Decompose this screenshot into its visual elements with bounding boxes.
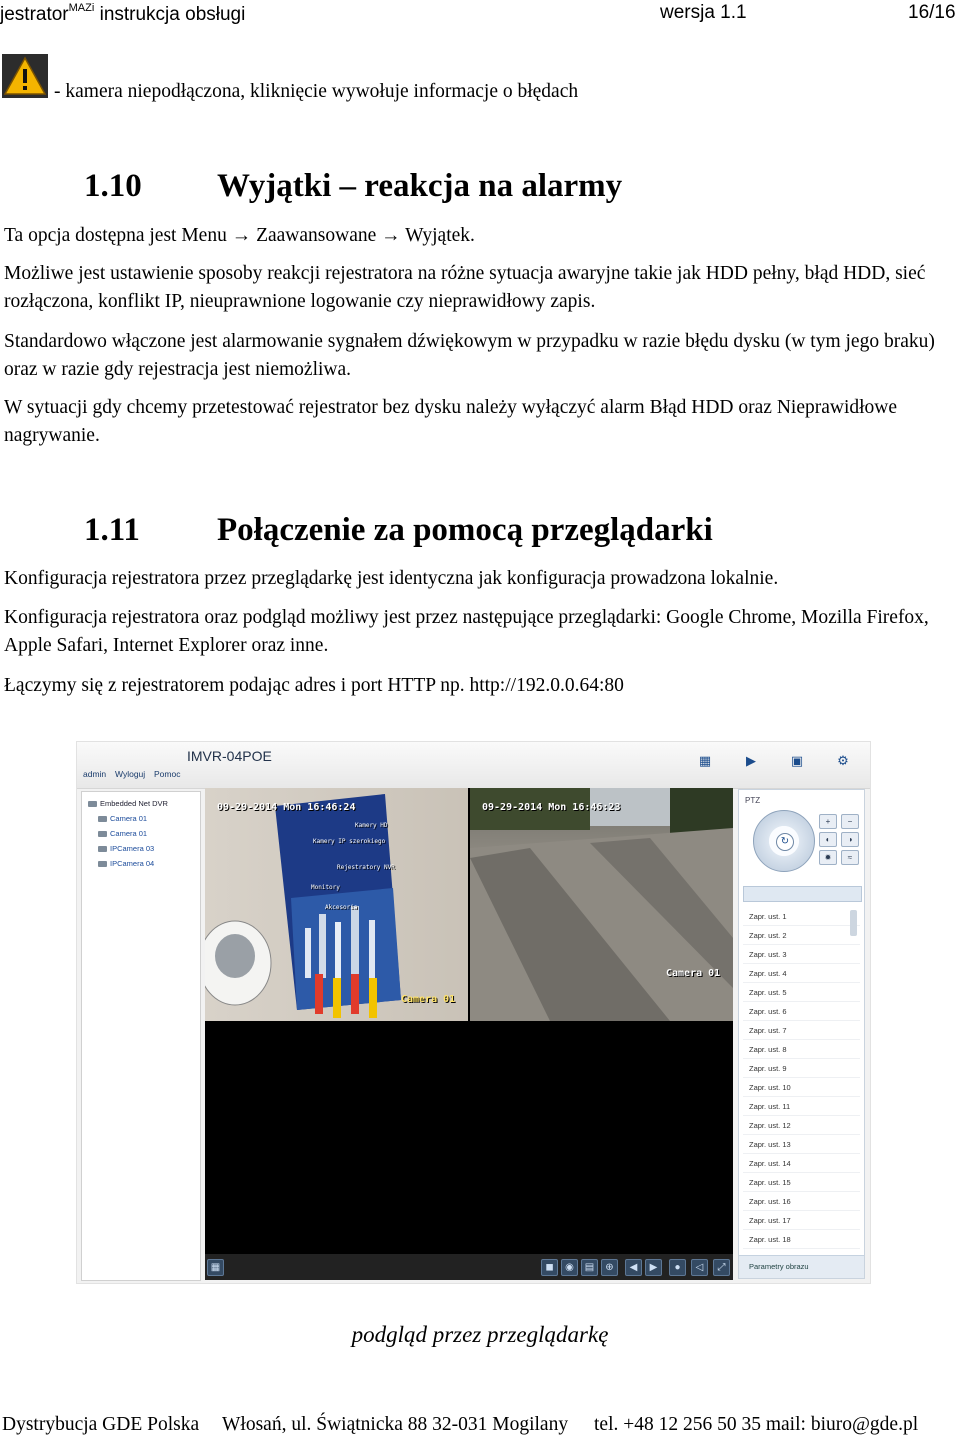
tree-camera-item[interactable] [98,829,147,838]
tree-camera-item[interactable] [98,859,154,868]
next-page-icon[interactable]: ▶ [645,1259,662,1276]
camera-icon [98,861,107,867]
poster-line: Akcesoria [325,904,358,911]
camera-timestamp: 09-29-2014 Mon 16:46:24 [217,802,356,813]
capture-icon[interactable]: ◉ [561,1259,578,1276]
light-icon[interactable]: ✹ [819,850,837,865]
tree-camera-item[interactable] [98,814,147,823]
header-title [0,2,245,26]
zoom-icon[interactable]: ⊕ [601,1259,618,1276]
wiper-icon[interactable]: ≈ [841,850,859,865]
section-111-number: 1.11 [84,512,140,548]
paragraph: Ta opcja dostępna jest Menu → Zaawansowane → Wyjątek. [4,225,475,246]
layout-grid-icon[interactable]: ▦ [207,1259,224,1276]
tree-camera-item[interactable] [98,844,154,853]
poster-line: Kamery HD [355,822,388,829]
camera-name-osd: Camera 01 [401,994,456,1005]
section-111-title: Połączenie za pomocą przeglądarki [217,512,713,548]
warning-triangle-icon [2,54,48,98]
playback-icon[interactable]: ▶ [746,753,756,768]
nav-user[interactable]: admin [83,769,107,779]
ptz-panel [738,789,865,1279]
preset-item[interactable]: Zapr. ust. 6 [743,1003,860,1021]
header-doc: instrukcja obsługi [99,4,246,25]
camera-name-osd: Camera 01 [666,968,721,979]
preset-item[interactable]: Zapr. ust. 13 [743,1136,860,1154]
preset-item[interactable]: Zapr. ust. 12 [743,1117,860,1135]
camera-view-3[interactable] [205,1023,468,1254]
tree-camera-label: IPCamera 03 [110,844,155,853]
microphone-icon[interactable]: ● [669,1259,686,1276]
paragraph: W sytuacji gdy chcemy przetestować rejestrator bez dysku należy wyłączyć alarm Błąd HDD oraz Nieprawidłowe nagrywanie. [4,397,898,446]
focus-icon[interactable]: ◐ [819,832,837,847]
preset-item[interactable]: Zapr. ust. 10 [743,1079,860,1097]
preset-scrollbar[interactable] [850,910,857,936]
ptz-title: PTZ [745,796,761,805]
record-icon[interactable]: ▤ [581,1259,598,1276]
tree-root[interactable] [88,799,168,808]
camera-icon [98,846,107,852]
camera-view-1[interactable] [205,788,468,1021]
nav-logout[interactable]: Wyloguj [115,769,146,779]
paragraph: Możliwe jest ustawienie sposoby reakcji rejestratora na różne sytuacja awaryjne takie jak HDD pełny, błąd HDD, sieć rozłączona, konflikt IP, nieuprawnione logowanie czy nieprawidłowy zapis. [4,263,926,312]
header-sup: MAZi [68,2,95,14]
auto-rotate-icon[interactable]: ↻ [776,833,794,851]
camera-icon [98,816,107,822]
preset-item[interactable]: Zapr. ust. 8 [743,1041,860,1059]
nav-help[interactable]: Pomoc [154,769,181,779]
zoom-in-icon[interactable]: + [819,814,837,829]
video-toolbar [205,1254,733,1280]
camera-2-scene [470,788,733,1021]
tree-camera-label: IPCamera 04 [110,859,155,868]
footer-contact: tel. +48 12 256 50 35 mail: biuro@gde.pl [594,1414,919,1435]
picture-icon[interactable]: ▣ [790,753,804,768]
iris-icon[interactable]: ◑ [841,832,859,847]
preset-item[interactable]: Zapr. ust. 16 [743,1193,860,1211]
poster-line: Rejestratory NVR [337,864,395,871]
live-view-icon[interactable]: ▦ [698,753,712,768]
preset-item[interactable]: Zapr. ust. 5 [743,984,860,1002]
volume-icon[interactable]: ◁ [691,1259,708,1276]
preset-item[interactable]: Zapr. ust. 17 [743,1212,860,1230]
camera-timestamp: 09-29-2014 Mon 16:46:23 [482,802,621,813]
zoom-out-icon[interactable]: − [841,814,859,829]
camera-icon [98,831,107,837]
header-product: jestrator [0,4,69,25]
section-110-number: 1.10 [84,168,142,204]
camera-view-4[interactable] [470,1023,733,1254]
tree-camera-label: Camera 01 [110,829,148,838]
figure-caption: podgląd przez przeglądarkę [351,1322,609,1347]
paragraph: Łączymy się z rejestratorem podając adres i port HTTP np. http://192.0.0.64:80 [4,675,624,696]
poster-line: Kamery IP szerokiego [313,838,386,845]
preset-item[interactable]: Zapr. ust. 2 [743,927,860,945]
warning-text: - kamera niepodłączona, kliknięcie wywołuje informacje o błędach [54,81,579,102]
image-params-button[interactable]: Parametry obrazu [739,1255,864,1278]
preset-item[interactable]: Zapr. ust. 11 [743,1098,860,1116]
camera-view-2[interactable] [470,788,733,1021]
prev-page-icon[interactable]: ◀ [625,1259,642,1276]
paragraph: Konfiguracja rejestratora przez przeglądarkę jest identyczna jak konfiguracja prowadzona lokalnie. [4,568,779,589]
app-topbar [77,742,871,789]
settings-gear-icon[interactable]: ⚙ [837,753,849,768]
video-area [205,788,733,1280]
preset-item[interactable]: Zapr. ust. 3 [743,946,860,964]
app-title: IMVR-04POE [187,748,272,764]
ptz-direction-dial[interactable] [753,810,815,872]
device-tree [81,791,201,1281]
preset-item[interactable]: Zapr. ust. 9 [743,1060,860,1078]
tree-camera-label: Camera 01 [110,814,148,823]
preset-item[interactable]: Zapr. ust. 18 [743,1231,860,1249]
fullscreen-icon[interactable]: ⤢ [713,1259,730,1276]
paragraph: Standardowo włączone jest alarmowanie sygnałem dźwiękowym w przypadku w razie błędu dysku (w tym jego braku) oraz w razie gdy rejestracja jest niemożliwa. [4,331,935,380]
header-version: wersja 1.1 [660,2,747,23]
footer-company: Dystrybucja GDE Polska [2,1414,200,1435]
tree-root-label: Embedded Net DVR [100,799,168,808]
preset-item[interactable]: Zapr. ust. 4 [743,965,860,983]
preset-item[interactable]: Zapr. ust. 15 [743,1174,860,1192]
header-page: 16/16 [908,2,956,23]
stop-all-icon[interactable]: ◼ [541,1259,558,1276]
preset-item[interactable]: Zapr. ust. 1 [743,908,860,926]
paragraph: Konfiguracja rejestratora oraz podgląd możliwy jest przez następujące przeglądarki: Google Chrome, Mozilla Firefox, Apple Safari, Internet Explorer oraz inne. [4,607,929,656]
section-110-title: Wyjątki – reakcja na alarmy [217,168,623,204]
footer-address: Włosań, ul. Świątnicka 88 32-031 Mogilany [222,1414,569,1435]
browser-screenshot [76,741,871,1284]
preset-item[interactable]: Zapr. ust. 7 [743,1022,860,1040]
preset-item[interactable]: Zapr. ust. 14 [743,1155,860,1173]
ptz-preset-tab[interactable] [743,886,862,902]
poster-line: Monitory [311,884,340,891]
dvr-icon [88,801,97,807]
